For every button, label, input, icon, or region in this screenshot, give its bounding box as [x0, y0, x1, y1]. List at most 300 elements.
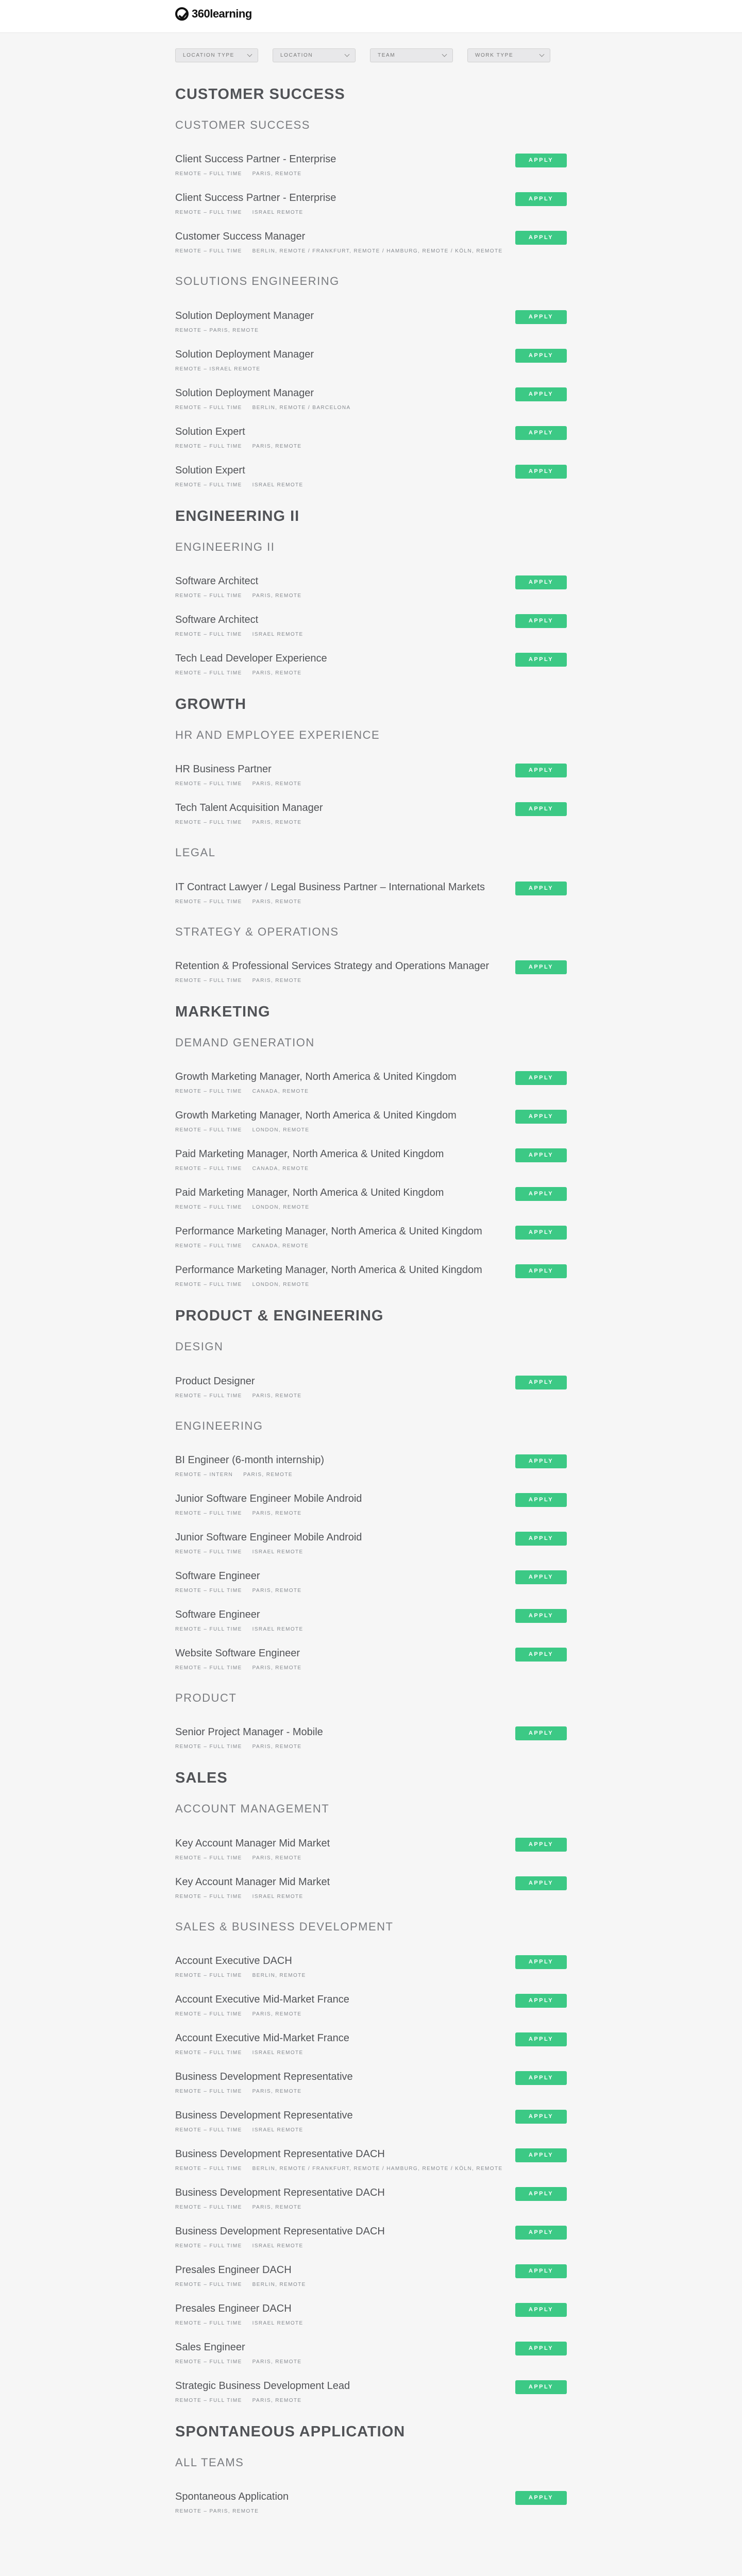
- posting-meta-item: REMOTE – FULL TIME: [175, 1744, 242, 1750]
- posting-meta: [175, 1549, 567, 1555]
- job-posting: [175, 190, 567, 215]
- posting-meta-item: REMOTE – FULL TIME: [175, 631, 242, 637]
- job-posting: [175, 651, 567, 676]
- posting-meta-item: PARIS, REMOTE: [252, 1587, 302, 1594]
- job-posting: [175, 1607, 567, 1632]
- department-title: LEGAL: [175, 846, 216, 859]
- job-posting: [175, 229, 567, 254]
- department: [175, 846, 567, 904]
- department: [175, 1036, 567, 1287]
- posting-title[interactable]: Growth Marketing Manager, North America & United Kingdom: [175, 1071, 457, 1083]
- apply-button[interactable]: APPLY: [515, 349, 567, 363]
- posting-meta-item: REMOTE – ISRAEL REMOTE: [175, 366, 261, 372]
- posting-title[interactable]: Account Executive Mid-Market France: [175, 1994, 349, 2006]
- posting-meta: [175, 978, 567, 984]
- department: [175, 118, 567, 254]
- apply-button[interactable]: APPLY: [515, 154, 567, 167]
- posting-title[interactable]: Business Development Representative DACH: [175, 2148, 385, 2160]
- posting-title[interactable]: Software Engineer: [175, 1570, 260, 1582]
- filter-label: LOCATION: [280, 53, 313, 58]
- apply-button[interactable]: APPLY: [515, 2491, 567, 2505]
- department: [175, 925, 567, 984]
- job-posting: [175, 1108, 567, 1133]
- posting-title[interactable]: Software Architect: [175, 614, 259, 625]
- posting-meta: [175, 1127, 567, 1133]
- job-posting: [175, 1224, 567, 1249]
- posting-meta-item: BERLIN, REMOTE / BARCELONA: [252, 404, 351, 411]
- posting-meta: [175, 1472, 567, 1478]
- posting-meta: [175, 171, 567, 177]
- posting-meta-item: PARIS, REMOTE: [252, 1510, 302, 1516]
- posting-meta-item: ISRAEL REMOTE: [252, 1626, 303, 1632]
- posting-meta-item: REMOTE – PARIS, REMOTE: [175, 327, 259, 333]
- posting-meta-item: PARIS, REMOTE: [252, 899, 302, 905]
- posting-meta: [175, 2320, 567, 2326]
- posting-meta: [175, 482, 567, 488]
- apply-button[interactable]: APPLY: [515, 2071, 567, 2085]
- posting-title[interactable]: Retention & Professional Services Strategy and Operations Manager: [175, 960, 490, 972]
- posting-meta-item: REMOTE – FULL TIME: [175, 404, 242, 411]
- filter-work-type[interactable]: [467, 48, 550, 62]
- posting-meta-item: ISRAEL REMOTE: [252, 2127, 303, 2133]
- posting-title[interactable]: Paid Marketing Manager, North America & United Kingdom: [175, 1148, 444, 1160]
- department-title: CUSTOMER SUCCESS: [175, 118, 310, 131]
- department-title: DEMAND GENERATION: [175, 1036, 315, 1049]
- posting-meta-item: ISRAEL REMOTE: [252, 1893, 303, 1900]
- department-title: ENGINEERING: [175, 1419, 263, 1432]
- posting-meta-item: ISRAEL REMOTE: [252, 2243, 303, 2249]
- posting-meta-item: REMOTE – FULL TIME: [175, 2205, 242, 2211]
- apply-button[interactable]: APPLY: [515, 575, 567, 589]
- apply-button[interactable]: APPLY: [515, 1454, 567, 1468]
- posting-meta-item: REMOTE – FULL TIME: [175, 1626, 242, 1632]
- department: [175, 1419, 567, 1671]
- posting-meta-item: REMOTE – FULL TIME: [175, 1665, 242, 1671]
- posting-title[interactable]: Tech Lead Developer Experience: [175, 652, 327, 664]
- posting-title[interactable]: Performance Marketing Manager, North America & United Kingdom: [175, 1226, 482, 1238]
- apply-button[interactable]: APPLY: [515, 1226, 567, 1240]
- posting-title[interactable]: Solution Expert: [175, 426, 245, 437]
- posting-title[interactable]: Customer Success Manager: [175, 231, 306, 243]
- apply-button[interactable]: APPLY: [515, 1838, 567, 1852]
- apply-button[interactable]: APPLY: [515, 310, 567, 324]
- posting-meta-item: REMOTE – INTERN: [175, 1471, 233, 1478]
- department: [175, 2456, 567, 2514]
- posting-group: [175, 2424, 567, 2514]
- posting-meta-item: REMOTE – FULL TIME: [175, 2398, 242, 2404]
- posting-group: [175, 1308, 567, 1750]
- posting-title[interactable]: Paid Marketing Manager, North America & United Kingdom: [175, 1187, 444, 1199]
- group-title: SALES: [175, 1770, 228, 1787]
- posting-meta-item: REMOTE – FULL TIME: [175, 443, 242, 449]
- group-title: MARKETING: [175, 1004, 271, 1021]
- job-posting: [175, 2108, 567, 2133]
- posting-meta-item: REMOTE – FULL TIME: [175, 210, 242, 216]
- posting-meta-item: PARIS, REMOTE: [252, 1744, 302, 1750]
- apply-button[interactable]: APPLY: [515, 192, 567, 206]
- department: [175, 275, 567, 487]
- posting-meta-item: REMOTE – FULL TIME: [175, 2166, 242, 2172]
- apply-button[interactable]: APPLY: [515, 2187, 567, 2201]
- apply-button[interactable]: APPLY: [515, 1110, 567, 1124]
- job-posting: [175, 424, 567, 449]
- posting-title[interactable]: Client Success Partner - Enterprise: [175, 192, 336, 204]
- posting-meta-item: CANADA, REMOTE: [252, 1089, 309, 1095]
- logo-text: 360learning: [192, 7, 252, 20]
- filter-team[interactable]: [370, 48, 453, 62]
- posting-title[interactable]: Presales Engineer DACH: [175, 2303, 292, 2315]
- department: [175, 1340, 567, 1398]
- posting-meta-item: PARIS, REMOTE: [252, 670, 302, 676]
- posting-group: [175, 509, 567, 676]
- job-posting: [175, 2378, 567, 2403]
- apply-button[interactable]: APPLY: [515, 2264, 567, 2278]
- job-posting: [175, 1836, 567, 1861]
- posting-meta-item: PARIS, REMOTE: [252, 1855, 302, 1861]
- apply-button[interactable]: APPLY: [515, 2303, 567, 2317]
- posting-meta-item: REMOTE – FULL TIME: [175, 2282, 242, 2288]
- posting-meta-item: ISRAEL REMOTE: [252, 482, 303, 488]
- job-posting: [175, 1992, 567, 2017]
- posting-title[interactable]: Account Executive Mid-Market France: [175, 2032, 349, 2044]
- filter-label: LOCATION TYPE: [183, 53, 234, 58]
- posting-title[interactable]: Software Architect: [175, 575, 259, 587]
- posting-meta-item: REMOTE – FULL TIME: [175, 1587, 242, 1594]
- posting-title[interactable]: Junior Software Engineer Mobile Android: [175, 1531, 362, 1543]
- apply-button[interactable]: APPLY: [515, 465, 567, 479]
- job-posting: [175, 347, 567, 372]
- posting-meta: [175, 2127, 567, 2133]
- posting-title[interactable]: Tech Talent Acquisition Manager: [175, 802, 323, 814]
- job-posting: [175, 612, 567, 637]
- posting-meta-item: CANADA, REMOTE: [252, 1243, 309, 1249]
- posting-meta: [175, 632, 567, 637]
- posting-title[interactable]: IT Contract Lawyer / Legal Business Partner – International Markets: [175, 881, 485, 893]
- job-posting: [175, 2224, 567, 2249]
- posting-meta: [175, 2050, 567, 2056]
- apply-button[interactable]: APPLY: [515, 1648, 567, 1662]
- department-title: SALES & BUSINESS DEVELOPMENT: [175, 1920, 394, 1933]
- posting-title[interactable]: HR Business Partner: [175, 764, 272, 775]
- posting-meta: [175, 2205, 567, 2210]
- job-posting: [175, 1185, 567, 1210]
- posting-meta-item: BERLIN, REMOTE / FRANKFURT, REMOTE / HAMBURG, REMOTE / KÖLN, REMOTE: [252, 2166, 503, 2172]
- posting-meta-item: REMOTE – FULL TIME: [175, 978, 242, 984]
- posting-meta: [175, 2166, 567, 2172]
- filter-bar: [175, 48, 550, 62]
- posting-title[interactable]: Spontaneous Application: [175, 2491, 289, 2503]
- filter-location[interactable]: [273, 48, 356, 62]
- posting-meta: [175, 1243, 567, 1249]
- posting-meta-item: PARIS, REMOTE: [243, 1471, 293, 1478]
- apply-button[interactable]: APPLY: [515, 653, 567, 667]
- department-title: DESIGN: [175, 1340, 224, 1353]
- posting-title[interactable]: Junior Software Engineer Mobile Android: [175, 1493, 362, 1504]
- posting-meta: [175, 1205, 567, 1210]
- posting-meta-item: PARIS, REMOTE: [252, 592, 302, 599]
- posting-title[interactable]: Sales Engineer: [175, 2342, 245, 2353]
- job-posting: [175, 1568, 567, 1594]
- posting-meta-item: PARIS, REMOTE: [252, 443, 302, 449]
- apply-button[interactable]: APPLY: [515, 1726, 567, 1740]
- apply-button[interactable]: APPLY: [515, 1148, 567, 1162]
- posting-meta-item: REMOTE – FULL TIME: [175, 820, 242, 826]
- group-title: SPONTANEOUS APPLICATION: [175, 2424, 406, 2441]
- posting-meta-item: REMOTE – FULL TIME: [175, 1510, 242, 1516]
- posting-meta-item: PARIS, REMOTE: [252, 1393, 302, 1399]
- chevron-down-icon: [539, 52, 545, 57]
- filter-label: WORK TYPE: [475, 53, 514, 58]
- posting-meta: [175, 1282, 567, 1287]
- posting-meta-item: REMOTE – FULL TIME: [175, 1893, 242, 1900]
- job-posting: [175, 800, 567, 825]
- posting-meta: [175, 1665, 567, 1671]
- apply-button[interactable]: APPLY: [515, 2380, 567, 2394]
- job-posting: [175, 761, 567, 787]
- posting-title[interactable]: Business Development Representative: [175, 2071, 353, 2083]
- job-posting: [175, 1146, 567, 1172]
- apply-button[interactable]: APPLY: [515, 1071, 567, 1085]
- department-title: ENGINEERING II: [175, 540, 275, 553]
- posting-meta-item: PARIS, REMOTE: [252, 2089, 302, 2095]
- posting-meta: [175, 1166, 567, 1172]
- apply-button[interactable]: APPLY: [515, 2148, 567, 2162]
- posting-meta-item: ISRAEL REMOTE: [252, 210, 303, 216]
- apply-button[interactable]: APPLY: [515, 1376, 567, 1389]
- posting-meta-item: REMOTE – FULL TIME: [175, 1855, 242, 1861]
- posting-title[interactable]: Performance Marketing Manager, North America & United Kingdom: [175, 1264, 482, 1276]
- posting-meta-item: ISRAEL REMOTE: [252, 2320, 303, 2327]
- posting-meta: [175, 2089, 567, 2094]
- job-posting: [175, 2340, 567, 2365]
- job-posting: [175, 308, 567, 333]
- posting-meta-item: REMOTE – PARIS, REMOTE: [175, 2509, 259, 2515]
- posting-title[interactable]: Key Account Manager Mid Market: [175, 1876, 330, 1888]
- posting-meta-item: PARIS, REMOTE: [252, 978, 302, 984]
- posting-meta-item: CANADA, REMOTE: [252, 1166, 309, 1172]
- posting-meta-item: REMOTE – FULL TIME: [175, 670, 242, 676]
- posting-meta-item: LONDON, REMOTE: [252, 1127, 310, 1133]
- job-posting: [175, 2489, 567, 2514]
- posting-title[interactable]: Senior Project Manager - Mobile: [175, 1726, 323, 1738]
- apply-button[interactable]: APPLY: [515, 1493, 567, 1507]
- filter-label: TEAM: [378, 53, 396, 58]
- job-posting: [175, 1262, 567, 1287]
- posting-group: [175, 87, 567, 488]
- posting-title[interactable]: Account Executive DACH: [175, 1955, 292, 1967]
- filter-location-type[interactable]: [175, 48, 258, 62]
- posting-meta: [175, 2398, 567, 2403]
- posting-meta-item: REMOTE – FULL TIME: [175, 592, 242, 599]
- apply-button[interactable]: APPLY: [515, 387, 567, 401]
- posting-meta: [175, 1511, 567, 1516]
- posting-title[interactable]: Software Engineer: [175, 1608, 260, 1620]
- posting-meta-item: REMOTE – FULL TIME: [175, 1549, 242, 1555]
- posting-meta: [175, 2359, 567, 2365]
- department: [175, 1691, 567, 1750]
- posting-title[interactable]: BI Engineer (6-month internship): [175, 1454, 325, 1466]
- posting-meta-item: BERLIN, REMOTE: [252, 1973, 306, 1979]
- job-posting: [175, 958, 567, 984]
- apply-button[interactable]: APPLY: [515, 426, 567, 440]
- apply-button[interactable]: APPLY: [515, 2110, 567, 2124]
- posting-title[interactable]: Product Designer: [175, 1375, 255, 1387]
- apply-button[interactable]: APPLY: [515, 231, 567, 245]
- postings-list: [175, 87, 567, 2535]
- job-posting: [175, 1530, 567, 1555]
- group-title: ENGINEERING II: [175, 507, 300, 524]
- posting-title[interactable]: Business Development Representative DACH: [175, 2226, 385, 2238]
- logo-icon: [175, 7, 189, 21]
- job-posting: [175, 385, 567, 411]
- apply-button[interactable]: APPLY: [515, 2032, 567, 2046]
- job-posting: [175, 879, 567, 905]
- department-title: HR AND EMPLOYEE EXPERIENCE: [175, 728, 380, 741]
- posting-meta: [175, 1744, 567, 1750]
- posting-title[interactable]: Solution Deployment Manager: [175, 348, 314, 360]
- apply-button[interactable]: APPLY: [515, 1570, 567, 1584]
- posting-meta-item: ISRAEL REMOTE: [252, 2050, 303, 2056]
- job-posting: [175, 1874, 567, 1900]
- posting-title[interactable]: Business Development Representative: [175, 2110, 353, 2122]
- apply-button[interactable]: APPLY: [515, 1187, 567, 1201]
- posting-meta-item: LONDON, REMOTE: [252, 1282, 310, 1288]
- posting-meta-item: PARIS, REMOTE: [252, 171, 302, 177]
- posting-title[interactable]: Solution Expert: [175, 464, 245, 476]
- top-bar: [0, 0, 742, 33]
- posting-meta: [175, 2243, 567, 2249]
- job-posting: [175, 1953, 567, 1978]
- posting-meta-item: REMOTE – FULL TIME: [175, 781, 242, 787]
- job-posting: [175, 1646, 567, 1671]
- job-posting: [175, 1452, 567, 1478]
- posting-meta-item: ISRAEL REMOTE: [252, 631, 303, 637]
- posting-meta-item: PARIS, REMOTE: [252, 2205, 302, 2211]
- posting-group: [175, 697, 567, 984]
- posting-meta: [175, 1588, 567, 1594]
- department: [175, 728, 567, 825]
- posting-meta: [175, 781, 567, 787]
- chevron-down-icon: [345, 52, 350, 57]
- posting-meta-item: REMOTE – FULL TIME: [175, 1393, 242, 1399]
- posting-meta: [175, 1973, 567, 1978]
- job-posting: [175, 573, 567, 599]
- posting-meta: [175, 899, 567, 905]
- job-posting: [175, 1491, 567, 1516]
- group-title: PRODUCT & ENGINEERING: [175, 1308, 384, 1325]
- posting-meta-item: REMOTE – FULL TIME: [175, 2243, 242, 2249]
- posting-meta-item: REMOTE – FULL TIME: [175, 1282, 242, 1288]
- job-posting: [175, 2069, 567, 2094]
- posting-meta-item: REMOTE – FULL TIME: [175, 2320, 242, 2327]
- department-title: ACCOUNT MANAGEMENT: [175, 1802, 330, 1816]
- apply-button[interactable]: APPLY: [515, 1264, 567, 1278]
- apply-button[interactable]: APPLY: [515, 1876, 567, 1890]
- apply-button[interactable]: APPLY: [515, 802, 567, 816]
- posting-meta-item: PARIS, REMOTE: [252, 2359, 302, 2365]
- job-posting: [175, 2146, 567, 2172]
- posting-title[interactable]: Growth Marketing Manager, North America & United Kingdom: [175, 1110, 457, 1122]
- posting-meta-item: REMOTE – FULL TIME: [175, 171, 242, 177]
- posting-meta: [175, 444, 567, 449]
- posting-meta-item: PARIS, REMOTE: [252, 820, 302, 826]
- department-title: ALL TEAMS: [175, 2455, 244, 2469]
- posting-meta: [175, 366, 567, 372]
- apply-button[interactable]: APPLY: [515, 764, 567, 777]
- apply-button[interactable]: APPLY: [515, 2226, 567, 2240]
- job-posting: [175, 1069, 567, 1094]
- posting-meta: [175, 405, 567, 411]
- posting-meta: [175, 670, 567, 676]
- department: [175, 1802, 567, 1899]
- apply-button[interactable]: APPLY: [515, 2342, 567, 2355]
- chevron-down-icon: [442, 52, 447, 57]
- posting-meta-item: REMOTE – FULL TIME: [175, 2011, 242, 2018]
- group-title: CUSTOMER SUCCESS: [175, 86, 345, 103]
- posting-meta-item: REMOTE – FULL TIME: [175, 1089, 242, 1095]
- apply-button[interactable]: APPLY: [515, 960, 567, 974]
- posting-title[interactable]: Presales Engineer DACH: [175, 2264, 292, 2276]
- posting-meta-item: REMOTE – FULL TIME: [175, 248, 242, 255]
- posting-meta-item: PARIS, REMOTE: [252, 781, 302, 787]
- posting-meta-item: PARIS, REMOTE: [252, 2398, 302, 2404]
- posting-meta: [175, 2509, 567, 2514]
- job-posting: [175, 151, 567, 177]
- posting-meta-item: REMOTE – FULL TIME: [175, 2127, 242, 2133]
- posting-meta-item: REMOTE – FULL TIME: [175, 1127, 242, 1133]
- job-posting: [175, 2030, 567, 2056]
- apply-button[interactable]: APPLY: [515, 1994, 567, 2008]
- posting-group: [175, 1770, 567, 2403]
- apply-button[interactable]: APPLY: [515, 1532, 567, 1546]
- posting-meta: [175, 1393, 567, 1399]
- posting-meta-item: REMOTE – FULL TIME: [175, 2089, 242, 2095]
- company-logo[interactable]: [175, 7, 252, 21]
- apply-button[interactable]: APPLY: [515, 1955, 567, 1969]
- group-title: GROWTH: [175, 696, 247, 713]
- posting-meta-item: REMOTE – FULL TIME: [175, 2359, 242, 2365]
- posting-meta-item: REMOTE – FULL TIME: [175, 1166, 242, 1172]
- apply-button[interactable]: APPLY: [515, 882, 567, 895]
- job-posting: [175, 2301, 567, 2326]
- posting-meta: [175, 328, 567, 333]
- posting-title[interactable]: Client Success Partner - Enterprise: [175, 154, 336, 165]
- posting-meta: [175, 210, 567, 215]
- posting-meta-item: REMOTE – FULL TIME: [175, 1243, 242, 1249]
- posting-title[interactable]: Key Account Manager Mid Market: [175, 1837, 330, 1849]
- department-title: STRATEGY & OPERATIONS: [175, 925, 339, 938]
- posting-meta-item: REMOTE – FULL TIME: [175, 899, 242, 905]
- posting-meta-item: PARIS, REMOTE: [252, 1665, 302, 1671]
- posting-title[interactable]: Solution Deployment Manager: [175, 310, 314, 321]
- posting-title[interactable]: Strategic Business Development Lead: [175, 2380, 350, 2392]
- department: [175, 1920, 567, 2403]
- posting-meta: [175, 248, 567, 254]
- posting-meta: [175, 2282, 567, 2287]
- posting-meta-item: REMOTE – FULL TIME: [175, 1973, 242, 1979]
- posting-meta: [175, 593, 567, 599]
- posting-meta: [175, 1855, 567, 1861]
- apply-button[interactable]: APPLY: [515, 1609, 567, 1623]
- posting-meta: [175, 820, 567, 825]
- posting-meta-item: PARIS, REMOTE: [252, 2011, 302, 2018]
- posting-title[interactable]: Solution Deployment Manager: [175, 387, 314, 399]
- posting-title[interactable]: Business Development Representative DACH: [175, 2187, 385, 2199]
- apply-button[interactable]: APPLY: [515, 614, 567, 628]
- chevron-down-icon: [247, 52, 252, 57]
- posting-title[interactable]: Website Software Engineer: [175, 1647, 300, 1659]
- job-posting: [175, 2185, 567, 2210]
